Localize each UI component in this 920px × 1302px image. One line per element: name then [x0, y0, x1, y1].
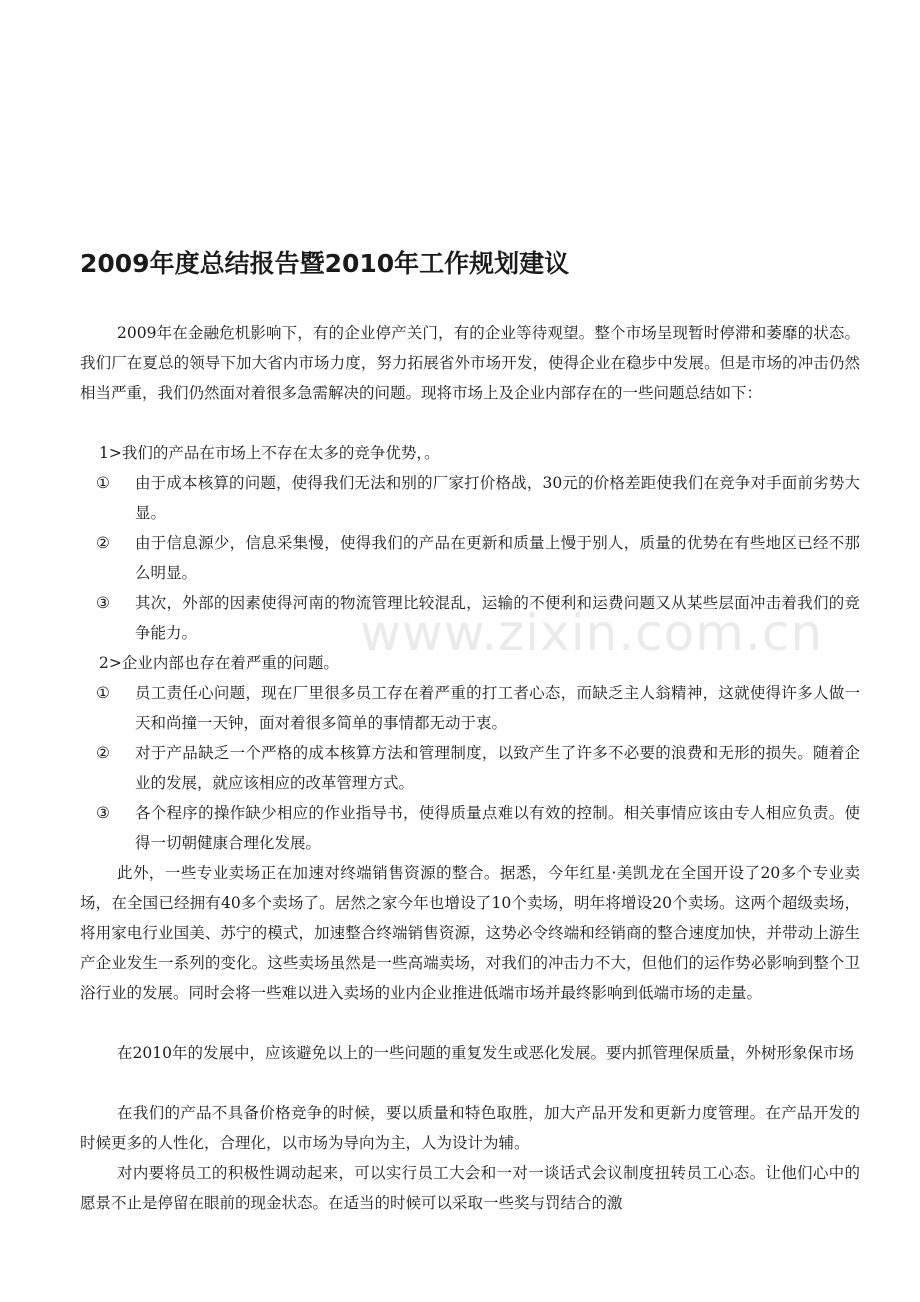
staff-paragraph: 对内要将员工的积极性调动起来，可以实行员工大会和一对一谈话式会议制度扭转员工心态。让他们心中的愿景不止是停留在眼前的现金状态。在适当的时候可以采取一些奖与罚结合的激 — [80, 1164, 860, 1212]
item-number: ② — [96, 534, 110, 552]
product-paragraph: 在我们的产品不具备价格竞争的时候，要以质量和特色取胜，加大产品开发和更新力度管理。在产品开发的时候更多的人性化，合理化，以市场为导向为主，人为设计为辅。 — [80, 1104, 860, 1152]
item-text: 对于产品缺乏一个严格的成本核算方法和管理制度，以致产生了许多不必要的浪费和无形的损失。随着企业的发展，就应该相应的改革管理方式。 — [135, 744, 860, 792]
section1-item-3 — [96, 588, 860, 648]
section2-item-3 — [96, 798, 860, 858]
market-paragraph: 此外，一些专业卖场正在加速对终端销售资源的整合。据悉，今年红星·美凯龙在全国开设了20多个专业卖场，在全国已经拥有40多个卖场了。居然之家今年也增设了10个卖场，明年将增设20个卖场。这两个超级卖场，将用家电行业国美、苏宁的模式，加速整合终端销售资源，这势必令终端和经销商的整合速度加快，并带动上游生产企业发生一系列的变化。这些卖场虽然是一些高端卖场，对我们的冲击力不大，但他们的运作势必影响到整个卫浴行业的发展。同时会将一些难以进入卖场的业内企业推进低端市场并最终影响到低端市场的走量。 — [80, 864, 860, 1002]
item-text: 员工责任心问题，现在厂里很多员工存在着严重的打工者心态，而缺乏主人翁精神，这就使得许多人做一天和尚撞一天钟，面对着很多简单的事情都无动于衷。 — [135, 684, 860, 732]
section1-heading: 1>我们的产品在市场上不存在太多的竞争优势，。 — [99, 444, 440, 462]
plan-2010-paragraph: 在2010年的发展中，应该避免以上的一些问题的重复发生或恶化发展。要内抓管理保质量，外树形象保市场 — [117, 1044, 854, 1062]
item-number: ① — [96, 684, 110, 702]
item-text: 由于成本核算的问题，使得我们无法和别的厂家打价格战，30元的价格差距使我们在竞争对手面前劣势大显。 — [135, 474, 860, 522]
item-text: 由于信息源少，信息采集慢，使得我们的产品在更新和质量上慢于别人，质量的优势在有些地区已经不那么明显。 — [135, 534, 860, 582]
item-number: ③ — [96, 594, 110, 612]
item-text: 各个程序的操作缺少相应的作业指导书，使得质量点难以有效的控制。相关事情应该由专人相应负责。使得一切朝健康合理化发展。 — [135, 804, 860, 852]
intro-paragraph: 2009年在金融危机影响下，有的企业停产关门，有的企业等待观望。整个市场呈现暂时停滞和萎靡的状态。我们厂在夏总的领导下加大省内市场力度，努力拓展省外市场开发，使得企业在稳步中发展。但是市场的冲击仍然相当严重，我们仍然面对着很多急需解决的问题。现将市场上及企业内部存在的一些问题总结如下： — [80, 324, 860, 402]
item-number: ② — [96, 744, 110, 762]
section2-heading: 2>企业内部也存在着严重的问题。 — [99, 654, 339, 672]
section1-item-2 — [96, 528, 860, 588]
section1-item-1 — [96, 468, 860, 528]
item-number: ③ — [96, 804, 110, 822]
watermark-text: www.zixin.com.cn — [360, 604, 824, 662]
section2-item-2 — [96, 738, 860, 798]
document-title: 2009年度总结报告暨2010年工作规划建议 — [80, 249, 570, 278]
item-text: 其次，外部的因素使得河南的物流管理比较混乱，运输的不便利和运费问题又从某些层面冲击着我们的竞争能力。 — [135, 594, 860, 642]
section2-item-1 — [96, 678, 860, 738]
item-number: ① — [96, 474, 110, 492]
